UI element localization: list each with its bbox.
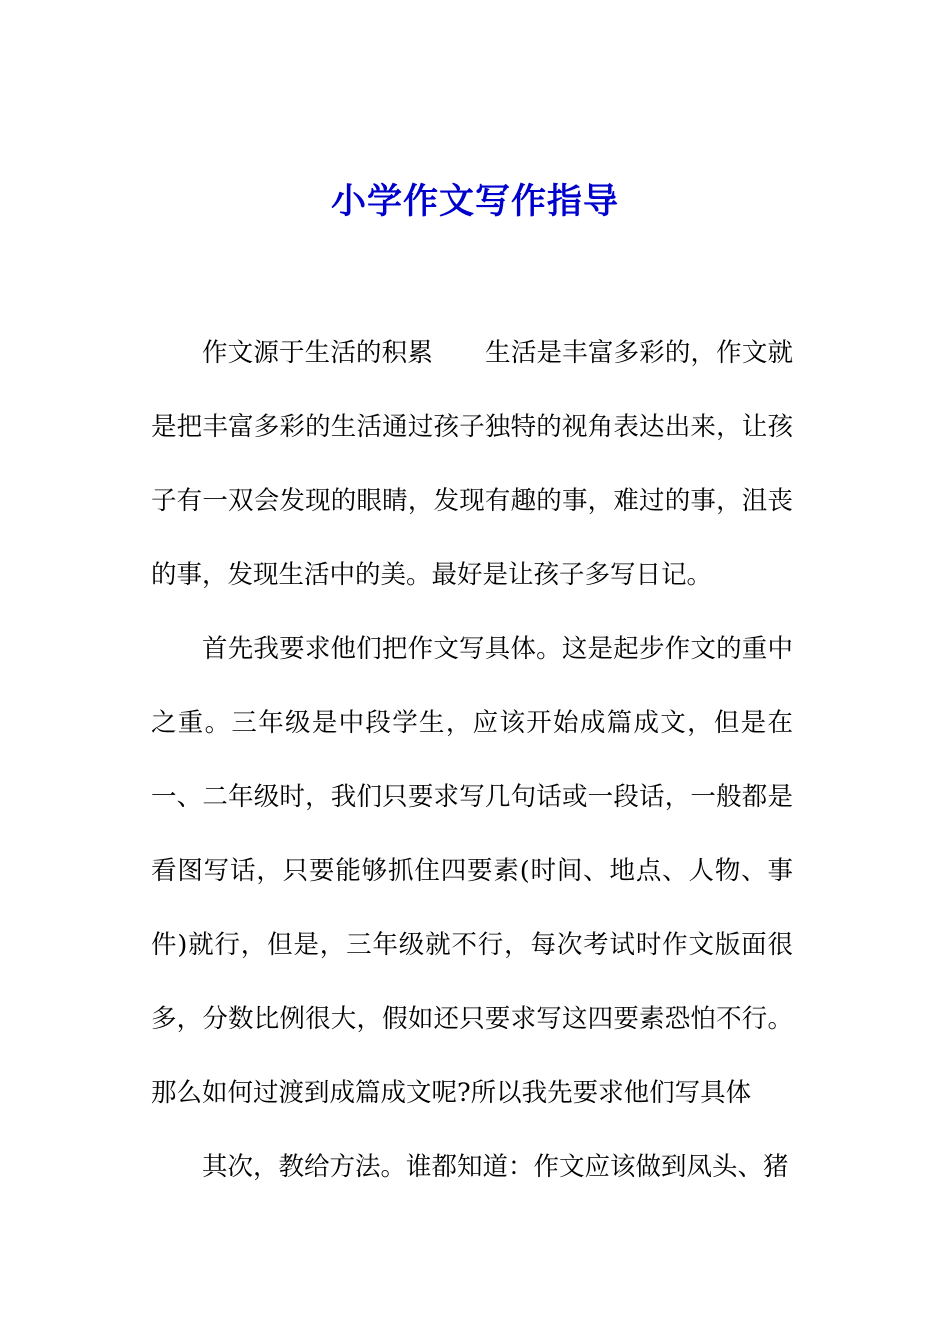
- paragraph-1: [151, 316, 793, 612]
- document-title: 小学作文写作指导: [330, 182, 619, 222]
- paragraph-2: 首先我要求他们把作文写具体。这是起步作文的重中之重。三年级是中段学生，应该开始成篇成文，但是在一、二年级时，我们只要求写几句话或一段话，一般都是看图写话，只要能够抓住四要素(时间、地点、人物、事件)就行，但是，三年级就不行，每次考试时作文版面很多，分数比例很大，假如还只要求写这四要素恐怕不行。那么如何过渡到成篇成文呢?所以我先要求他们写具体: [151, 634, 793, 1108]
- paragraph-1-text: 生活是丰富多彩的，作文就是把丰富多彩的生活通过孩子独特的视角表达出来，让孩子有一双会发现的眼睛，发现有趣的事，难过的事，沮丧的事，发现生活中的美。最好是让孩子多写日记。: [151, 338, 793, 590]
- document-body: [151, 316, 793, 1204]
- paragraph-3: 其次，教给方法。谁都知道：作文应该做到凤头、猪: [202, 1152, 789, 1182]
- paragraph-1-heading: 作文源于生活的积累: [202, 338, 433, 368]
